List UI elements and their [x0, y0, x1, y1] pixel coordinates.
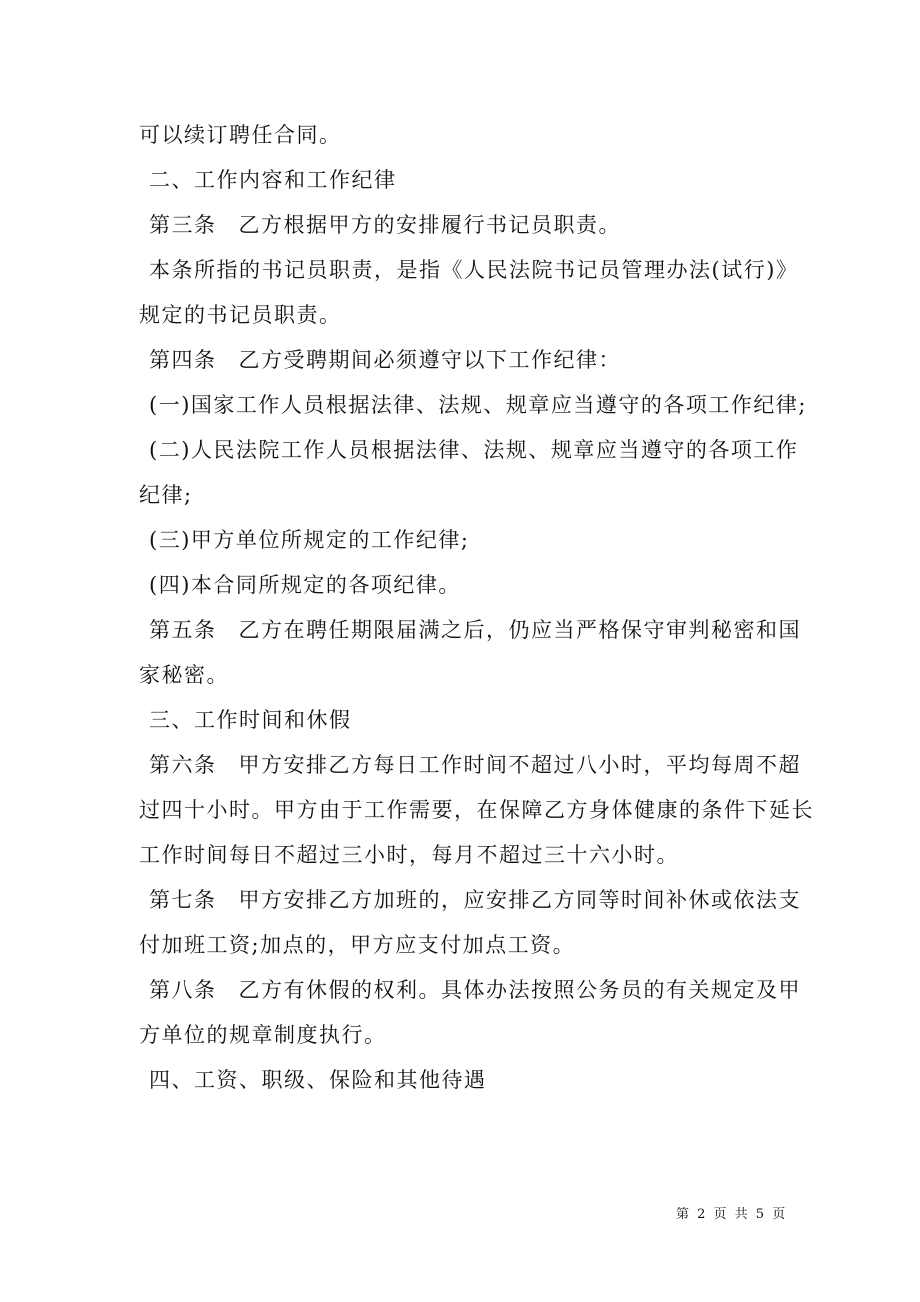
article-line	[139, 338, 799, 383]
article-line	[139, 743, 799, 788]
line-text: 工作时间每日不超过三小时，每月不超过三十六小时。	[139, 843, 679, 867]
list-item	[139, 428, 799, 473]
text-line	[139, 923, 799, 968]
document-body	[139, 113, 814, 1103]
line-text: 四、工资、职级、保险和其他待遇	[149, 1068, 487, 1092]
text-line	[139, 248, 799, 293]
line-text: 甲方安排乙方加班的，应安排乙方同等时间补休或依法支	[238, 888, 801, 912]
line-text: 付加班工资;加点的，甲方应支付加点工资。	[139, 933, 576, 957]
line-text: 家秘密。	[139, 663, 229, 687]
line-text: 过四十小时。甲方由于工作需要，在保障乙方身体健康的条件下延长	[139, 798, 814, 822]
line-text: 规定的书记员职责。	[139, 303, 342, 327]
section-heading	[139, 158, 799, 203]
article-number: 第七条	[149, 888, 217, 912]
line-text: 甲方安排乙方每日工作时间不超过八小时，平均每周不超	[238, 753, 801, 777]
line-text: 三、工作时间和休假	[149, 708, 352, 732]
page-number: 第 2 页 共 5 页	[676, 1207, 788, 1222]
line-text: (四)本合同所规定的各项纪律。	[149, 573, 461, 597]
text-line	[139, 1013, 799, 1058]
line-text: (一)国家工作人员根据法律、法规、规章应当遵守的各项工作纪律;	[149, 393, 807, 417]
line-text: (二)人民法院工作人员根据法律、法规、规章应当遵守的各项工作	[149, 438, 799, 462]
line-text: 乙方在聘任期限届满之后，仍应当严格保守审判秘密和国	[238, 618, 801, 642]
article-line	[139, 608, 799, 653]
article-number: 第四条	[149, 348, 217, 372]
text-line	[139, 653, 799, 698]
line-text: 乙方有休假的权利。具体办法按照公务员的有关规定及甲	[238, 978, 801, 1002]
article-line	[139, 203, 799, 248]
line-text: 可以续订聘任合同。	[139, 123, 342, 147]
article-number: 第六条	[149, 753, 217, 777]
article-number: 第五条	[149, 618, 217, 642]
section-heading	[139, 1058, 799, 1103]
article-line	[139, 878, 799, 923]
line-text: (三)甲方单位所规定的工作纪律;	[149, 528, 470, 552]
line-text: 乙方根据甲方的安排履行书记员职责。	[238, 213, 621, 237]
article-number: 第八条	[149, 978, 217, 1002]
text-line	[139, 293, 799, 338]
line-text: 纪律;	[139, 483, 193, 507]
text-line	[139, 833, 799, 878]
text-line	[139, 473, 799, 518]
line-text: 二、工作内容和工作纪律	[149, 168, 397, 192]
text-line	[139, 788, 814, 833]
list-item	[139, 383, 807, 428]
list-item	[139, 518, 799, 563]
line-text: 方单位的规章制度执行。	[139, 1023, 387, 1047]
line-text: 乙方受聘期间必须遵守以下工作纪律：	[238, 348, 621, 372]
line-text: 本条所指的书记员职责，是指《人民法院书记员管理办法(试行)》	[149, 258, 799, 282]
text-line	[139, 113, 799, 158]
article-line	[139, 968, 799, 1013]
section-heading	[139, 698, 799, 743]
list-item	[139, 563, 799, 608]
article-number: 第三条	[149, 213, 217, 237]
